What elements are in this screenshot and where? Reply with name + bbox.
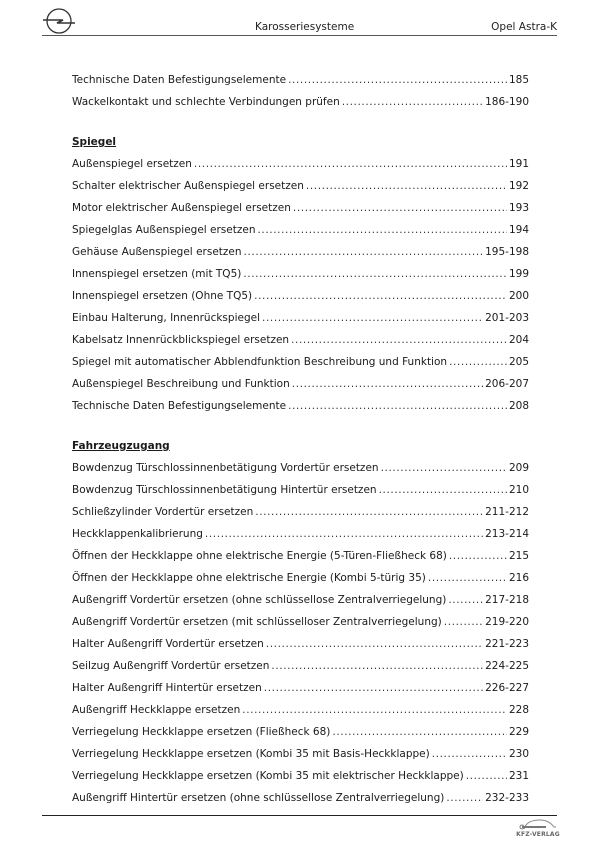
toc-entry[interactable] xyxy=(72,523,529,545)
toc-entry-label: Halter Außengriff Hintertür ersetzen xyxy=(72,682,262,694)
toc-entry-page: 186-190 xyxy=(485,96,529,108)
toc-entry-page: 210 xyxy=(508,484,529,496)
toc-entry-page: 229 xyxy=(508,726,529,738)
toc-entry-label: Heckklappenkalibrierung xyxy=(72,528,203,540)
toc-entry[interactable] xyxy=(72,567,529,589)
toc-entry[interactable] xyxy=(72,307,529,329)
dot-leader xyxy=(428,567,507,589)
dot-leader xyxy=(448,589,483,611)
toc-entry-page: 211-212 xyxy=(485,506,529,518)
toc-entry[interactable] xyxy=(72,677,529,699)
toc-entry[interactable] xyxy=(72,457,529,479)
toc-entry-label: Technische Daten Befestigungselemente xyxy=(72,400,287,412)
dot-leader xyxy=(466,765,507,787)
toc-entry[interactable] xyxy=(72,351,529,373)
toc-entry-label: Bowdenzug Türschlossinnenbetätigung Vordertür ersetzen xyxy=(72,462,379,474)
dot-leader xyxy=(205,523,483,545)
toc-entry[interactable] xyxy=(72,285,529,307)
toc-entry[interactable] xyxy=(72,611,529,633)
dot-leader xyxy=(254,285,507,307)
toc-entry-page: 219-220 xyxy=(485,616,529,628)
toc-entry-page: 209 xyxy=(508,462,529,474)
table-of-contents xyxy=(72,69,529,809)
toc-entry-label: Innenspiegel ersetzen (mit TQ5) xyxy=(72,268,242,280)
opel-logo-icon xyxy=(42,6,76,38)
dot-leader xyxy=(242,699,507,721)
toc-entry-page: 215 xyxy=(508,550,529,562)
toc-entry-page: 199 xyxy=(508,268,529,280)
publisher-logo xyxy=(516,818,560,844)
toc-entry-page: 200 xyxy=(508,290,529,302)
toc-entry[interactable] xyxy=(72,765,529,787)
dot-leader xyxy=(446,787,483,809)
toc-entry[interactable] xyxy=(72,153,529,175)
dot-leader xyxy=(288,69,507,91)
toc-entry-page: 194 xyxy=(508,224,529,236)
toc-entry-page: 205 xyxy=(508,356,529,368)
toc-entry-label: Außengriff Vordertür ersetzen (mit schlüsselloser Zentralverriegelung) xyxy=(72,616,442,628)
toc-entry-page: 192 xyxy=(508,180,529,192)
toc-entry[interactable] xyxy=(72,743,529,765)
toc-entry-label: Halter Außengriff Vordertür ersetzen xyxy=(72,638,264,650)
toc-section-fahrzeugzugang xyxy=(72,435,529,809)
section-heading: Fahrzeugzugang xyxy=(72,440,170,452)
toc-entry-page: 217-218 xyxy=(485,594,529,606)
toc-entry-label: Verriegelung Heckklappe ersetzen (Kombi 35 mit elektrischer Heckklappe) xyxy=(72,770,464,782)
toc-entry-page: 228 xyxy=(508,704,529,716)
car-wrench-icon xyxy=(516,818,560,832)
publisher-name: KFZ-VERLAG xyxy=(516,831,560,838)
toc-entry-label: Öffnen der Heckklappe ohne elektrische Energie (Kombi 5-türig 35) xyxy=(72,572,426,584)
toc-entry[interactable] xyxy=(72,699,529,721)
toc-entry-page: 195-198 xyxy=(485,246,529,258)
toc-entry-page: 224-225 xyxy=(485,660,529,672)
dot-leader xyxy=(332,721,507,743)
dot-leader xyxy=(432,743,507,765)
toc-entry[interactable] xyxy=(72,501,529,523)
toc-entry-label: Verriegelung Heckklappe ersetzen (Kombi 35 mit Basis-Heckklappe) xyxy=(72,748,430,760)
toc-entry-page: 216 xyxy=(508,572,529,584)
page-header xyxy=(42,0,557,37)
dot-leader xyxy=(255,501,483,523)
toc-entry[interactable] xyxy=(72,479,529,501)
dot-leader xyxy=(449,545,507,567)
toc-section-spiegel xyxy=(72,131,529,417)
dot-leader xyxy=(194,153,507,175)
toc-entry-label: Verriegelung Heckklappe ersetzen (Fließheck 68) xyxy=(72,726,331,738)
toc-entry-page: 231 xyxy=(508,770,529,782)
toc-entry-label: Seilzug Außengriff Vordertür ersetzen xyxy=(72,660,270,672)
toc-entry-page: 221-223 xyxy=(485,638,529,650)
toc-entry-label: Kabelsatz Innenrückblickspiegel ersetzen xyxy=(72,334,290,346)
toc-entry[interactable] xyxy=(72,589,529,611)
document-section-title: Karosseriesysteme xyxy=(255,21,355,33)
toc-entry[interactable] xyxy=(72,175,529,197)
toc-entry[interactable] xyxy=(72,241,529,263)
dot-leader xyxy=(292,373,483,395)
toc-entry-label: Spiegelglas Außenspiegel ersetzen xyxy=(72,224,256,236)
toc-intro-group xyxy=(72,69,529,113)
toc-entry-page: 208 xyxy=(508,400,529,412)
toc-entry-page: 191 xyxy=(508,158,529,170)
dot-leader xyxy=(379,479,507,501)
toc-entry-label: Schließzylinder Vordertür ersetzen xyxy=(72,506,254,518)
dot-leader xyxy=(262,307,483,329)
toc-entry[interactable] xyxy=(72,329,529,351)
toc-entry-label: Wackelkontakt und schlechte Verbindungen prüfen xyxy=(72,96,340,108)
dot-leader xyxy=(444,611,483,633)
dot-leader xyxy=(293,197,507,219)
toc-entry-label: Außengriff Hintertür ersetzen (ohne schlüssellose Zentralverriegelung) xyxy=(72,792,445,804)
dot-leader xyxy=(271,655,483,677)
toc-entry-page: 204 xyxy=(508,334,529,346)
toc-entry-label: Außenspiegel ersetzen xyxy=(72,158,192,170)
dot-leader xyxy=(291,329,507,351)
dot-leader xyxy=(342,91,483,113)
dot-leader xyxy=(244,241,484,263)
toc-entry[interactable] xyxy=(72,395,529,417)
toc-entry-label: Außengriff Vordertür ersetzen (ohne schlüssellose Zentralverriegelung) xyxy=(72,594,447,606)
toc-entry-label: Schalter elektrischer Außenspiegel ersetzen xyxy=(72,180,304,192)
toc-entry[interactable] xyxy=(72,655,529,677)
toc-entry-page: 213-214 xyxy=(485,528,529,540)
toc-entry-page: 185 xyxy=(508,74,529,86)
toc-entry[interactable] xyxy=(72,633,529,655)
footer-divider xyxy=(42,815,557,816)
toc-entry-label: Außengriff Heckklappe ersetzen xyxy=(72,704,241,716)
toc-entry[interactable] xyxy=(72,69,529,91)
dot-leader xyxy=(243,263,507,285)
toc-entry[interactable] xyxy=(72,219,529,241)
dot-leader xyxy=(264,677,483,699)
toc-entry[interactable] xyxy=(72,373,529,395)
toc-entry-label: Technische Daten Befestigungselemente xyxy=(72,74,287,86)
toc-entry[interactable] xyxy=(72,91,529,113)
toc-entry-label: Spiegel mit automatischer Abblendfunktion Beschreibung und Funktion xyxy=(72,356,448,368)
toc-entry-label: Motor elektrischer Außenspiegel ersetzen xyxy=(72,202,291,214)
toc-entry-label: Innenspiegel ersetzen (Ohne TQ5) xyxy=(72,290,253,302)
section-heading: Spiegel xyxy=(72,136,117,148)
dot-leader xyxy=(257,219,506,241)
toc-entry-label: Einbau Halterung, Innenrückspiegel xyxy=(72,312,260,324)
toc-entry[interactable] xyxy=(72,263,529,285)
toc-entry-label: Gehäuse Außenspiegel ersetzen xyxy=(72,246,242,258)
toc-entry-page: 232-233 xyxy=(485,792,529,804)
toc-entry-page: 201-203 xyxy=(485,312,529,324)
toc-entry-label: Bowdenzug Türschlossinnenbetätigung Hintertür ersetzen xyxy=(72,484,377,496)
header-divider xyxy=(42,35,557,36)
toc-entry[interactable] xyxy=(72,721,529,743)
dot-leader xyxy=(449,351,507,373)
toc-entry[interactable] xyxy=(72,197,529,219)
toc-entry-page: 226-227 xyxy=(485,682,529,694)
vehicle-model: Opel Astra-K xyxy=(491,21,557,33)
toc-entry[interactable] xyxy=(72,787,529,809)
toc-entry-page: 193 xyxy=(508,202,529,214)
toc-entry-page: 230 xyxy=(508,748,529,760)
toc-entry-label: Außenspiegel Beschreibung und Funktion xyxy=(72,378,290,390)
toc-entry[interactable] xyxy=(72,545,529,567)
toc-entry-page: 206-207 xyxy=(485,378,529,390)
dot-leader xyxy=(306,175,507,197)
dot-leader xyxy=(288,395,507,417)
toc-entry-label: Öffnen der Heckklappe ohne elektrische Energie (5-Türen-Fließheck 68) xyxy=(72,550,447,562)
dot-leader xyxy=(266,633,483,655)
dot-leader xyxy=(381,457,507,479)
